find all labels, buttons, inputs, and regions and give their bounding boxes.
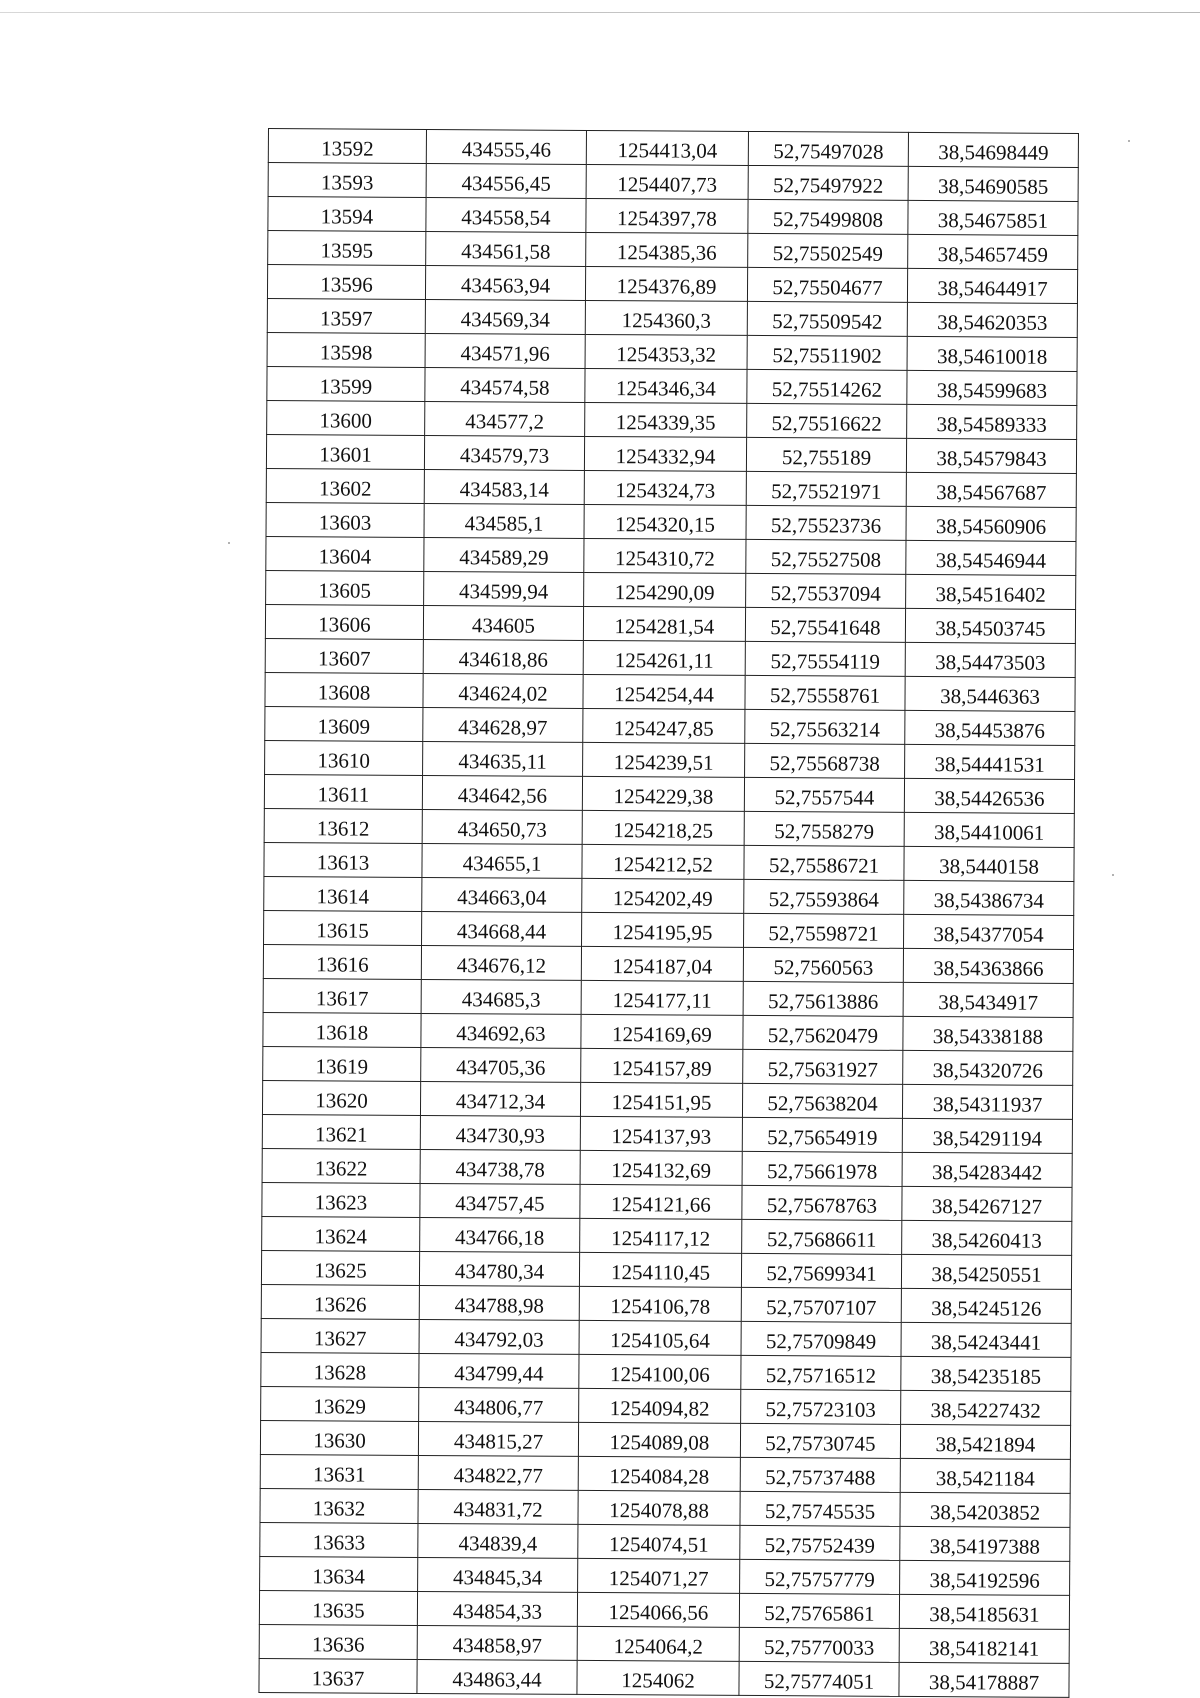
longitude-cell: 38,54243441 [901,1322,1071,1357]
table-row [259,1624,1069,1663]
x-coordinate-cell: 434574,58 [425,367,585,402]
y-coordinate-cell: 1254177,11 [581,980,743,1015]
y-coordinate-cell: 1254169,69 [581,1014,743,1049]
longitude-cell: 38,54235185 [901,1356,1071,1391]
point-number-cell: 13613 [264,842,422,877]
latitude-cell: 52,75699341 [741,1253,901,1288]
y-coordinate-cell: 1254202,49 [582,878,744,913]
x-coordinate-cell: 434589,29 [424,537,584,572]
table-row [264,910,1074,949]
longitude-cell: 38,54245126 [901,1288,1071,1323]
table-row [261,1284,1071,1323]
table-row [265,638,1075,677]
latitude-cell: 52,75678763 [742,1185,902,1220]
x-coordinate-cell: 434822,77 [418,1455,578,1490]
point-number-cell: 13602 [266,468,424,503]
table-row [262,1148,1072,1187]
point-number-cell: 13616 [263,944,421,979]
table-row [265,706,1075,745]
longitude-cell: 38,54311937 [902,1084,1072,1119]
y-coordinate-cell: 1254078,88 [578,1490,740,1525]
table-row [261,1318,1071,1357]
table-row [263,944,1073,983]
table-row [261,1352,1071,1391]
x-coordinate-cell: 434571,96 [425,333,585,368]
point-number-cell: 13597 [267,298,425,333]
y-coordinate-cell: 1254324,73 [584,470,746,505]
table-row [259,1658,1069,1697]
y-coordinate-cell: 1254157,89 [581,1048,743,1083]
table-row [266,570,1076,609]
latitude-cell: 52,75511902 [747,335,907,370]
longitude-cell: 38,54546944 [906,540,1076,575]
point-number-cell: 13610 [265,740,423,775]
x-coordinate-cell: 434577,2 [425,401,585,436]
point-number-cell: 13628 [261,1352,419,1387]
latitude-cell: 52,75661978 [742,1151,902,1186]
table-row [261,1250,1071,1289]
latitude-cell: 52,75752439 [740,1525,900,1560]
x-coordinate-cell: 434831,72 [418,1489,578,1524]
longitude-cell: 38,54185631 [899,1594,1069,1629]
y-coordinate-cell: 1254084,28 [578,1456,740,1491]
point-number-cell: 13627 [261,1318,419,1353]
y-coordinate-cell: 1254089,08 [578,1422,740,1457]
x-coordinate-cell: 434569,34 [425,299,585,334]
longitude-cell: 38,54644917 [907,268,1077,303]
point-number-cell: 13631 [260,1454,418,1489]
longitude-cell: 38,54473503 [905,642,1075,677]
latitude-cell: 52,75631927 [743,1049,903,1084]
table-row [259,1590,1069,1629]
table-row [261,1386,1071,1425]
latitude-cell: 52,75541648 [745,607,905,642]
table-row [264,842,1074,881]
longitude-cell: 38,54453876 [905,710,1075,745]
y-coordinate-cell: 1254110,45 [579,1252,741,1287]
y-coordinate-cell: 1254254,44 [583,674,745,709]
point-number-cell: 13592 [268,129,426,164]
latitude-cell: 52,75563214 [745,709,905,744]
table-row [260,1522,1070,1561]
latitude-cell: 52,75620479 [743,1015,903,1050]
point-number-cell: 13624 [262,1216,420,1251]
longitude-cell: 38,54283442 [902,1152,1072,1187]
y-coordinate-cell: 1254212,52 [582,844,744,879]
x-coordinate-cell: 434815,27 [418,1421,578,1456]
table-row [265,672,1075,711]
table-row [264,774,1074,813]
point-number-cell: 13609 [265,706,423,741]
latitude-cell: 52,75716512 [741,1355,901,1390]
longitude-cell: 38,54503745 [905,608,1075,643]
longitude-cell: 38,54610018 [907,336,1077,371]
table-row [264,876,1074,915]
y-coordinate-cell: 1254195,95 [582,912,744,947]
point-number-cell: 13617 [263,978,421,1013]
point-number-cell: 13623 [262,1182,420,1217]
latitude-cell: 52,755189 [746,437,906,472]
x-coordinate-cell: 434561,58 [426,231,586,266]
latitude-cell: 52,75558761 [745,675,905,710]
point-number-cell: 13601 [266,434,424,469]
x-coordinate-cell: 434650,73 [422,809,582,844]
point-number-cell: 13604 [266,536,424,571]
longitude-cell: 38,54250551 [901,1254,1071,1289]
point-number-cell: 13615 [264,910,422,945]
y-coordinate-cell: 1254353,32 [585,334,747,369]
table-row [266,536,1076,575]
y-coordinate-cell: 1254360,3 [585,300,747,335]
y-coordinate-cell: 1254106,78 [579,1286,741,1321]
latitude-cell: 52,75707107 [741,1287,901,1322]
longitude-cell: 38,54620353 [907,302,1077,337]
point-number-cell: 13635 [259,1590,417,1625]
latitude-cell: 52,75638204 [742,1083,902,1118]
longitude-cell: 38,54197388 [900,1526,1070,1561]
point-number-cell: 13632 [260,1488,418,1523]
longitude-cell: 38,54192596 [900,1560,1070,1595]
latitude-cell: 52,75598721 [744,913,904,948]
x-coordinate-cell: 434663,04 [422,877,582,912]
latitude-cell: 52,75499808 [748,199,908,234]
point-number-cell: 13619 [263,1046,421,1081]
x-coordinate-cell: 434624,02 [423,673,583,708]
table-row [267,400,1077,439]
x-coordinate-cell: 434738,78 [420,1149,580,1184]
y-coordinate-cell: 1254071,27 [578,1558,740,1593]
y-coordinate-cell: 1254261,11 [583,640,745,675]
y-coordinate-cell: 1254100,06 [579,1354,741,1389]
latitude-cell: 52,75774051 [739,1661,899,1696]
y-coordinate-cell: 1254310,72 [584,538,746,573]
latitude-cell: 52,75765861 [739,1593,899,1628]
x-coordinate-cell: 434792,03 [419,1319,579,1354]
point-number-cell: 13600 [267,400,425,435]
x-coordinate-cell: 434555,46 [426,129,586,164]
latitude-cell: 52,75521971 [746,471,906,506]
latitude-cell: 52,75523736 [746,505,906,540]
point-number-cell: 13593 [268,163,426,198]
longitude-cell: 38,54178887 [899,1662,1069,1697]
longitude-cell: 38,54320726 [903,1050,1073,1085]
latitude-cell: 52,75709849 [741,1321,901,1356]
latitude-cell: 52,75568738 [745,743,905,778]
longitude-cell: 38,54589333 [907,404,1077,439]
longitude-cell: 38,54579843 [906,438,1076,473]
table-row [264,808,1074,847]
x-coordinate-cell: 434757,45 [420,1183,580,1218]
x-coordinate-cell: 434839,4 [418,1523,578,1558]
x-coordinate-cell: 434668,44 [422,911,582,946]
longitude-cell: 38,54338188 [903,1016,1073,1051]
y-coordinate-cell: 1254229,38 [582,776,744,811]
longitude-cell: 38,54657459 [908,234,1078,269]
table-row [262,1182,1072,1221]
y-coordinate-cell: 1254290,09 [584,572,746,607]
longitude-cell: 38,54182141 [899,1628,1069,1663]
longitude-cell: 38,5446363 [905,676,1075,711]
point-number-cell: 13606 [265,604,423,639]
longitude-cell: 38,54291194 [902,1118,1072,1153]
y-coordinate-cell: 1254117,12 [580,1218,742,1253]
point-number-cell: 13633 [260,1522,418,1557]
latitude-cell: 52,75770033 [739,1627,899,1662]
latitude-cell: 52,75497028 [748,131,908,166]
x-coordinate-cell: 434845,34 [418,1557,578,1592]
longitude-cell: 38,54516402 [906,574,1076,609]
y-coordinate-cell: 1254247,85 [583,708,745,743]
point-number-cell: 13612 [264,808,422,843]
longitude-cell: 38,5421894 [900,1424,1070,1459]
point-number-cell: 13614 [264,876,422,911]
longitude-cell: 38,5434917 [903,982,1073,1017]
y-coordinate-cell: 1254346,34 [585,368,747,403]
table-row [268,163,1078,202]
latitude-cell: 52,75686611 [742,1219,902,1254]
y-coordinate-cell: 1254064,2 [577,1626,739,1661]
y-coordinate-cell: 1254385,36 [586,232,748,267]
y-coordinate-cell: 1254320,15 [584,504,746,539]
point-number-cell: 13626 [261,1284,419,1319]
y-coordinate-cell: 1254074,51 [578,1524,740,1559]
point-number-cell: 13630 [260,1420,418,1455]
point-number-cell: 13605 [266,570,424,605]
x-coordinate-cell: 434705,36 [421,1047,581,1082]
x-coordinate-cell: 434585,1 [424,503,584,538]
latitude-cell: 52,75554119 [745,641,905,676]
x-coordinate-cell: 434605 [423,605,583,640]
longitude-cell: 38,54690585 [908,166,1078,201]
latitude-cell: 52,75504677 [747,267,907,302]
latitude-cell: 52,75757779 [740,1559,900,1594]
y-coordinate-cell: 1254376,89 [585,266,747,301]
y-coordinate-cell: 1254151,95 [580,1082,742,1117]
y-coordinate-cell: 1254121,66 [580,1184,742,1219]
latitude-cell: 52,75737488 [740,1457,900,1492]
latitude-cell: 52,7557544 [744,777,904,812]
latitude-cell: 52,7560563 [743,947,903,982]
y-coordinate-cell: 1254407,73 [586,164,748,199]
table-row [265,604,1075,643]
longitude-cell: 38,54441531 [905,744,1075,779]
table-row [260,1454,1070,1493]
point-number-cell: 13598 [267,332,425,367]
point-number-cell: 13607 [265,638,423,673]
y-coordinate-cell: 1254094,82 [579,1388,741,1423]
x-coordinate-cell: 434628,97 [423,707,583,742]
point-number-cell: 13621 [262,1114,420,1149]
point-number-cell: 13608 [265,672,423,707]
latitude-cell: 52,7558279 [744,811,904,846]
point-number-cell: 13594 [268,197,426,232]
longitude-cell: 38,5440158 [904,846,1074,881]
point-number-cell: 13611 [264,774,422,809]
scan-speck [1112,874,1114,876]
x-coordinate-cell: 434692,63 [421,1013,581,1048]
point-number-cell: 13620 [262,1080,420,1115]
y-coordinate-cell: 1254397,78 [586,198,748,233]
point-number-cell: 13599 [267,366,425,401]
table-row [267,332,1077,371]
scan-edge-line [0,12,1200,13]
x-coordinate-cell: 434685,3 [421,979,581,1014]
x-coordinate-cell: 434642,56 [422,775,582,810]
latitude-cell: 52,75497922 [748,165,908,200]
x-coordinate-cell: 434799,44 [419,1353,579,1388]
y-coordinate-cell: 1254413,04 [586,130,748,165]
latitude-cell: 52,75586721 [744,845,904,880]
point-number-cell: 13637 [259,1658,417,1693]
x-coordinate-cell: 434863,44 [417,1659,577,1694]
x-coordinate-cell: 434558,54 [426,197,586,232]
latitude-cell: 52,75654919 [742,1117,902,1152]
table-row [266,502,1076,541]
longitude-cell: 38,54560906 [906,506,1076,541]
table-row [268,197,1078,236]
x-coordinate-cell: 434583,14 [424,469,584,504]
point-number-cell: 13595 [268,231,426,266]
table-row [268,231,1078,270]
point-number-cell: 13622 [262,1148,420,1183]
x-coordinate-cell: 434556,45 [426,163,586,198]
table-row [262,1114,1072,1153]
y-coordinate-cell: 1254281,54 [583,606,745,641]
table-row [262,1216,1072,1255]
scan-speck [1128,140,1130,142]
longitude-cell: 38,54363866 [903,948,1073,983]
y-coordinate-cell: 1254187,04 [581,946,743,981]
x-coordinate-cell: 434788,98 [419,1285,579,1320]
x-coordinate-cell: 434858,97 [417,1625,577,1660]
latitude-cell: 52,75527508 [746,539,906,574]
point-number-cell: 13636 [259,1624,417,1659]
y-coordinate-cell: 1254218,25 [582,810,744,845]
table-row [267,366,1077,405]
table-row [260,1488,1070,1527]
point-number-cell: 13634 [260,1556,418,1591]
table-row [263,1046,1073,1085]
point-number-cell: 13596 [267,265,425,300]
table-row [267,298,1077,337]
x-coordinate-cell: 434635,11 [423,741,583,776]
y-coordinate-cell: 1254339,35 [585,402,747,437]
longitude-cell: 38,54599683 [907,370,1077,405]
longitude-cell: 38,54567687 [906,472,1076,507]
table-row [266,434,1076,473]
x-coordinate-cell: 434579,73 [424,435,584,470]
y-coordinate-cell: 1254105,64 [579,1320,741,1355]
latitude-cell: 52,75514262 [747,369,907,404]
y-coordinate-cell: 1254062 [577,1660,739,1695]
longitude-cell: 38,54267127 [902,1186,1072,1221]
x-coordinate-cell: 434599,94 [424,571,584,606]
latitude-cell: 52,75537094 [746,573,906,608]
table-row [268,129,1078,168]
table-row [266,468,1076,507]
table-row [265,740,1075,779]
y-coordinate-cell: 1254137,93 [580,1116,742,1151]
x-coordinate-cell: 434655,1 [422,843,582,878]
y-coordinate-cell: 1254066,56 [577,1592,739,1627]
table-row [263,1012,1073,1051]
latitude-cell: 52,75613886 [743,981,903,1016]
x-coordinate-cell: 434730,93 [420,1115,580,1150]
table-row [260,1556,1070,1595]
x-coordinate-cell: 434676,12 [421,945,581,980]
coordinates-table [258,128,1079,1698]
latitude-cell: 52,75502549 [748,233,908,268]
y-coordinate-cell: 1254132,69 [580,1150,742,1185]
longitude-cell: 38,54227432 [901,1390,1071,1425]
x-coordinate-cell: 434780,34 [419,1251,579,1286]
latitude-cell: 52,75516622 [747,403,907,438]
latitude-cell: 52,75730745 [740,1423,900,1458]
point-number-cell: 13618 [263,1012,421,1047]
longitude-cell: 38,5421184 [900,1458,1070,1493]
longitude-cell: 38,54426536 [904,778,1074,813]
scan-speck [228,542,230,544]
table-row [260,1420,1070,1459]
longitude-cell: 38,54386734 [904,880,1074,915]
point-number-cell: 13629 [261,1386,419,1421]
y-coordinate-cell: 1254332,94 [584,436,746,471]
latitude-cell: 52,75509542 [747,301,907,336]
longitude-cell: 38,54203852 [900,1492,1070,1527]
table-row [267,265,1077,304]
x-coordinate-cell: 434618,86 [423,639,583,674]
x-coordinate-cell: 434712,34 [420,1081,580,1116]
table-row [263,978,1073,1017]
longitude-cell: 38,54410061 [904,812,1074,847]
point-number-cell: 13625 [261,1250,419,1285]
longitude-cell: 38,54698449 [908,132,1078,167]
coordinates-table-body [259,129,1079,1698]
x-coordinate-cell: 434563,94 [425,265,585,300]
longitude-cell: 38,54260413 [902,1220,1072,1255]
x-coordinate-cell: 434806,77 [419,1387,579,1422]
y-coordinate-cell: 1254239,51 [583,742,745,777]
x-coordinate-cell: 434766,18 [420,1217,580,1252]
longitude-cell: 38,54377054 [904,914,1074,949]
x-coordinate-cell: 434854,33 [417,1591,577,1626]
latitude-cell: 52,75745535 [740,1491,900,1526]
latitude-cell: 52,75723103 [741,1389,901,1424]
longitude-cell: 38,54675851 [908,200,1078,235]
point-number-cell: 13603 [266,502,424,537]
latitude-cell: 52,75593864 [744,879,904,914]
table-row [262,1080,1072,1119]
